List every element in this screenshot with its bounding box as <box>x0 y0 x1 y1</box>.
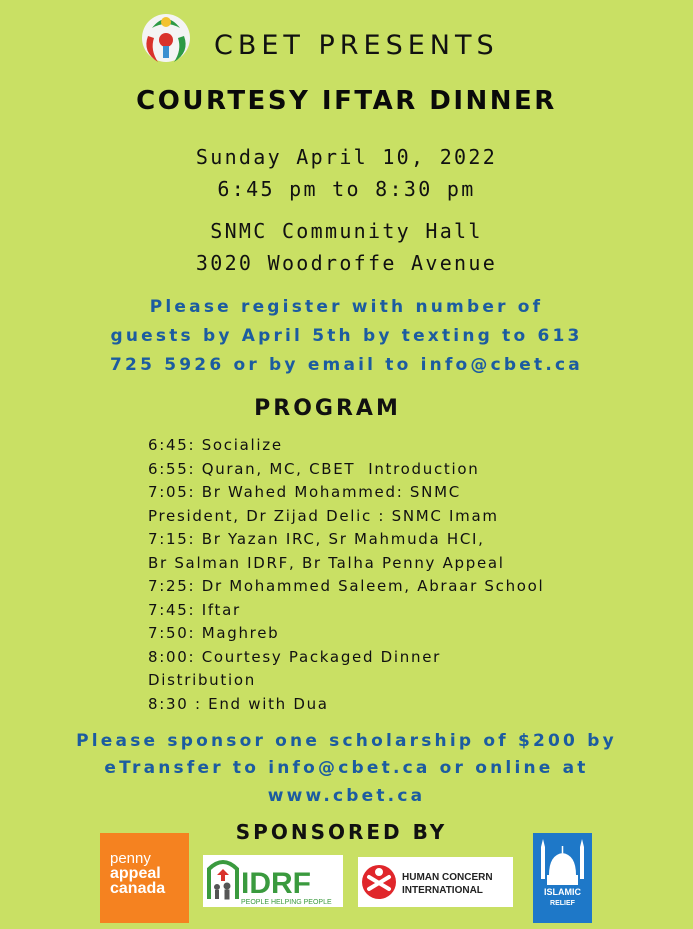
idrf-logo-tagline: PEOPLE HELPING PEOPLE <box>241 899 332 906</box>
sponsored-by-heading: SPONSORED BY <box>235 820 448 844</box>
sponsor-appeal-line-2: eTransfer to info@cbet.ca or online at <box>104 758 589 778</box>
sponsor-appeal-line-3: www.cbet.ca <box>267 786 426 806</box>
program-item: 8:00: Courtesy Packaged Dinner Distribution <box>148 647 441 689</box>
program-item: 7:45: Iftar <box>148 600 241 619</box>
program-item: 7:05: Br Wahed Mohammed: SNMC President, Dr Zijad Delic : SNMC Imam <box>148 483 499 525</box>
penny-logo-text: penny <box>110 850 151 867</box>
hci-logo-line-2: INTERNATIONAL <box>402 885 483 896</box>
penny-logo-text: canada <box>110 880 166 897</box>
human-concern-logo <box>358 857 513 907</box>
cbet-logo <box>138 6 194 68</box>
event-title: COURTESY IFTAR DINNER <box>136 86 557 116</box>
program-heading: PROGRAM <box>254 396 401 421</box>
program-list <box>148 434 668 716</box>
registration-line-2: guests by April 5th by texting to 613 <box>110 326 583 346</box>
registration-line-3: 725 5926 or by email to info@cbet.ca <box>110 355 583 375</box>
sponsor-appeal-line-1: Please sponsor one scholarship of $200 by <box>76 731 617 751</box>
program-item: 8:30 : End with Dua <box>148 694 329 713</box>
event-address: 3020 Woodroffe Avenue <box>195 251 498 275</box>
program-item: 7:15: Br Yazan IRC, Sr Mahmuda HCI, Br Salman IDRF, Br Talha Penny Appeal <box>148 530 505 572</box>
penny-appeal-logo <box>100 833 189 923</box>
program-item: 7:50: Maghreb <box>148 624 280 642</box>
program-item: 7:25: Dr Mohammed Saleem, Abraar School <box>148 577 545 595</box>
islamic-relief-line-2: RELIEF <box>550 900 575 907</box>
program-item: 6:55: Quran, MC, CBET Introduction <box>148 459 480 478</box>
presenter-text: CBET PRESENTS <box>214 30 499 61</box>
program-item: 6:45: Socialize <box>148 436 283 454</box>
registration-line-1: Please register with number of <box>149 297 544 317</box>
idrf-logo <box>203 855 343 907</box>
event-date: Sunday April 10, 2022 <box>195 145 498 169</box>
penny-logo-text: appeal <box>110 865 161 882</box>
islamic-relief-logo <box>533 833 592 923</box>
event-time: 6:45 pm to 8:30 pm <box>217 177 476 201</box>
hci-logo-line-1: HUMAN CONCERN <box>402 872 493 883</box>
islamic-relief-line-1: ISLAMIC <box>544 887 581 897</box>
idrf-logo-name: IDRF <box>241 867 311 900</box>
event-venue: SNMC Community Hall <box>210 219 483 243</box>
